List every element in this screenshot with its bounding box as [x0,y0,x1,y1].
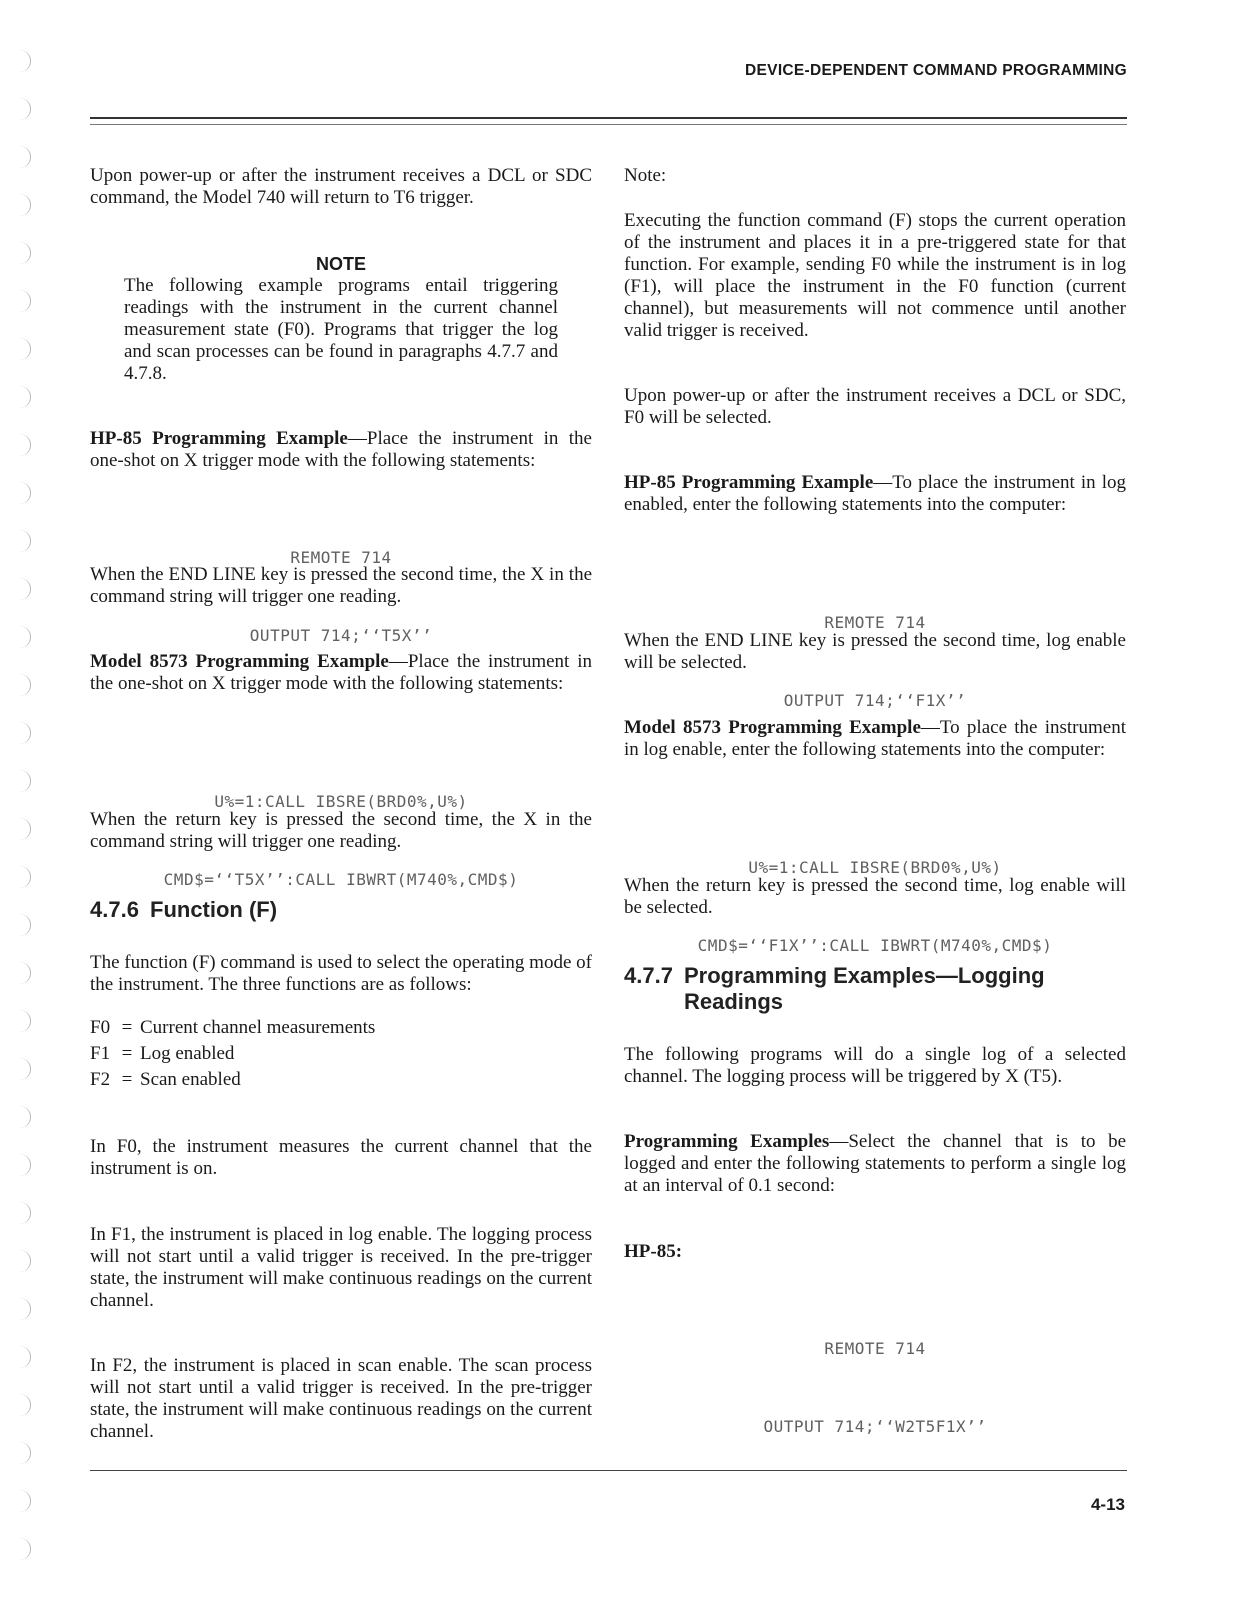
hp85-example-label: HP-85 Programming Example [90,428,348,449]
hp85-log-example-label: HP-85 Programming Example [624,472,874,493]
code-line: OUTPUT 714;‘‘T5X’’ [249,626,433,645]
programming-examples-paragraph [624,1131,1126,1197]
running-header: DEVICE-DEPENDENT COMMAND PROGRAMMING [745,62,1127,79]
code-line: REMOTE 714 [290,548,392,567]
code-line: REMOTE 714 [824,1339,926,1358]
code-line: OUTPUT 714;‘‘W2T5F1X’’ [763,1417,987,1436]
programming-examples-text: —Select the channel that is to be logged and enter the following statements to perform a single log at an interval of 0.1 second: [624,1131,1126,1196]
hp85-example-text: —Place the instrument in the one-shot on X trigger mode with the following statements: [90,428,592,471]
m8573-log-after-paragraph: When the return key is pressed the second time, log enable will be selected. [624,875,1126,918]
section-title-line1: Programming Examples—Logging [684,963,1045,988]
note-text: The following example programs entail triggering readings with the instrument in the current channel measurement state (F0). Programs that trigger the log and scan processes can be found in paragraphs 4.7.7 and 4.7.8. [124,275,558,384]
page-number: 4-13 [1090,1495,1125,1514]
binding-holes [18,20,48,1580]
power-up-f0-paragraph: Upon power-up or after the instrument receives a DCL or SDC, F0 will be selected. [624,385,1126,428]
m8573-log-example-label: Model 8573 Programming Example [624,717,921,738]
function-item: F1 = Log enabled [90,1043,235,1064]
code-line: U%=1:CALL IBSRE(BRD0%,U%) [748,858,1002,877]
code-line: CMD$=‘‘F1X’’:CALL IBWRT(M740%,CMD$) [697,936,1053,955]
m8573-log-example-paragraph [624,717,1126,761]
note-heading: NOTE [315,254,366,274]
section-title-line2: Readings [684,989,784,1014]
section-number: 4.7.7 [624,963,673,988]
f1-paragraph: In F1, the instrument is placed in log enable. The logging process will not start until a valid trigger is received. In the pre-trigger state, the instrument will make continuous readings on the current channel. [90,1224,592,1311]
hp85-log-example-text: —To place the instrument in log enabled, enter the following statements into the computer: [624,472,1126,515]
hp85-subheading: HP-85: [624,1241,683,1262]
code-line: REMOTE 714 [824,613,926,632]
hp85-after-paragraph: When the END LINE key is pressed the second time, the X in the command string will trigger one reading. [90,564,592,607]
section-heading-4-7-7 [624,963,1126,1015]
code-line: CMD$=‘‘T5X’’:CALL IBWRT(M740%,CMD$) [163,870,519,889]
f2-paragraph: In F2, the instrument is placed in scan enable. The scan process will not start until a valid trigger is received. In the pre-trigger state, the instrument will make continuous readings on the current channel. [90,1355,592,1442]
hp85-log-single-code-block [624,1284,1126,1492]
m8573-log-example-text: —To place the instrument in log enable, enter the following statements into the computer: [624,717,1126,760]
code-line: OUTPUT 714;‘‘F1X’’ [783,691,967,710]
header-rule [90,117,1127,119]
function-list [90,1017,592,1095]
code-line: U%=1:CALL IBSRE(BRD0%,U%) [214,792,468,811]
function-item: F2 = Scan enabled [90,1069,241,1090]
programming-examples-label: Programming Examples [624,1131,830,1152]
m8573-example-text: —Place the instrument in the one-shot on X trigger mode with the following statements: [90,651,592,694]
f0-paragraph: In F0, the instrument measures the current channel that the instrument is on. [90,1136,592,1179]
section-heading-4-7-6 [90,897,592,923]
hp85-log-example-paragraph [624,472,1126,516]
section-title: Function (F) [150,897,278,922]
log-intro-paragraph: The following programs will do a single log of a selected channel. The logging process will be triggered by X (T5). [624,1044,1126,1087]
m8573-after-paragraph: When the return key is pressed the second time, the X in the command string will trigger one reading. [90,809,592,852]
function-intro-paragraph: The function (F) command is used to select the operating mode of the instrument. The three functions are as follows: [90,952,592,995]
function-item: F0 = Current channel measurements [90,1017,376,1038]
note-label: Note: [624,165,667,186]
m8573-example-paragraph [90,651,592,695]
function-note-paragraph: Executing the function command (F) stops the current operation of the instrument and places it in a pre-triggered state for that function. For example, sending F0 while the instrument is in log (F1), will place the instrument in the F0 function (current channel), but measurements will not commence until another valid trigger is received. [624,210,1126,341]
m8573-example-label: Model 8573 Programming Example [90,651,389,672]
hp85-example-paragraph [90,428,592,472]
power-up-paragraph: Upon power-up or after the instrument receives a DCL or SDC command, the Model 740 will return to T6 trigger. [90,165,592,208]
hp85-log-after-paragraph: When the END LINE key is pressed the second time, log enable will be selected. [624,630,1126,673]
header-rule-thin [90,124,1127,125]
footer-rule [90,1470,1127,1471]
section-number: 4.7.6 [90,897,139,922]
